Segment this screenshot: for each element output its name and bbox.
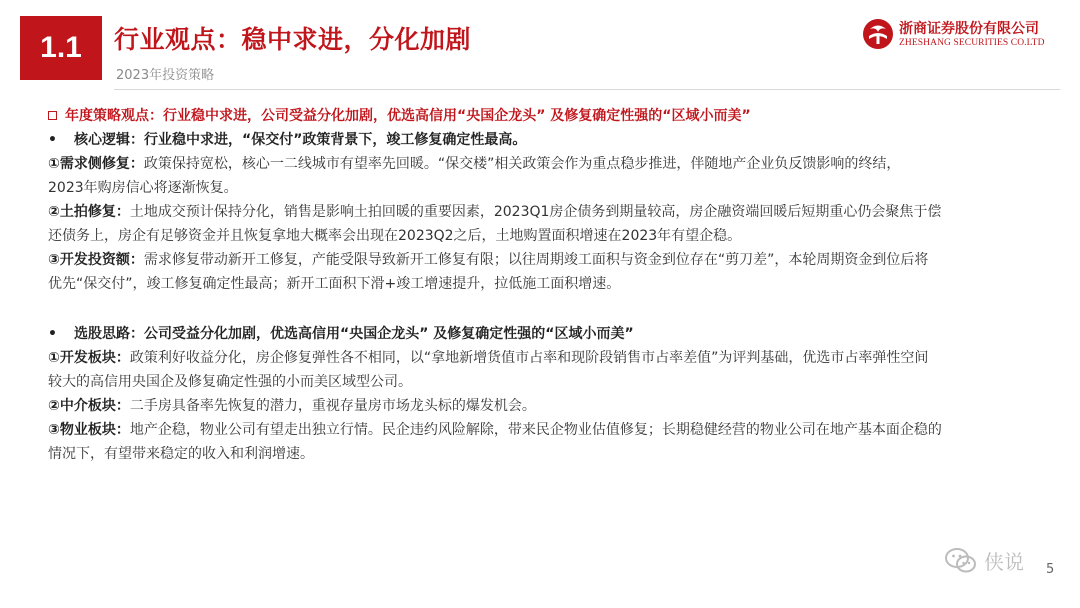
dev-investment-text-1: 需求修复带动新开工修复，产能受限导致新开工修复有限；以往周期竣工面积与资金到位存在“剪刀差”，本轮周期资金到位后将 [143,252,929,268]
agency-sector-line-1 [48,394,1062,418]
land-auction-text-2: 还债务上，房企有足够资金并且恢复拿地大概率会出现在2023Q2之后，土地购置面积增速在2023年有望企稳。 [48,228,742,244]
land-auction-label: ②土拍修复： [48,204,130,220]
wechat-watermark [944,546,1024,575]
zheshang-logo-icon [862,18,894,50]
property-sector-line-1 [48,418,1062,442]
demand-recovery-line-1 [48,152,1062,176]
developer-sector-line-1 [48,346,1062,370]
bullet-icon: • [48,132,57,148]
section1-heading: 核心逻辑：行业稳中求进，“保交付”政策背景下，竣工修复确定性最高。 [74,132,527,148]
slide-body [48,104,1062,466]
dev-investment-line-1 [48,248,1062,272]
logo-name-en: ZHESHANG SECURITIES CO.LTD [899,38,1045,48]
demand-recovery-text-2: 2023年购房信心将逐渐恢复。 [48,180,238,196]
company-logo [862,16,1062,56]
dev-investment-text-2: 优先“保交付”，竣工修复确定性最高；新开工面积下滑+竣工增速提升，拉低施工面积增速。 [48,276,621,292]
property-sector-label: ③物业板块： [48,422,130,438]
header-divider [114,89,1060,90]
page-title: 行业观点：稳中求进，分化加剧 [114,25,472,54]
section-number-badge: 1.1 [20,16,102,80]
section1-heading-line [48,128,1062,152]
headline-text: 年度策略观点：行业稳中求进，公司受益分化加剧，优选高信用“央国企龙头” 及修复确定性强的“区域小而美” [65,108,751,124]
developer-sector-text-2: 较大的高信用央国企及修复确定性强的小而美区域型公司。 [48,374,412,390]
agency-sector-label: ②中介板块： [48,398,130,414]
section2-heading: 选股思路：公司受益分化加剧，优选高信用“央国企龙头” 及修复确定性强的“区域小而美” [74,326,634,342]
watermark-text: 侠说 [984,550,1024,574]
checkbox-icon [48,111,57,120]
bullet-icon: • [48,326,57,342]
wechat-icon [944,547,978,575]
page-subtitle: 2023年投资策略 [116,68,215,83]
land-auction-text-1: 土地成交预计保持分化，销售是影响土拍回暖的重要因素，2023Q1房企债务到期量较高，房企融资端回暖后短期重心仍会聚焦于偿 [129,204,942,220]
land-auction-line-1 [48,200,1062,224]
logo-name-cn: 浙商证券股份有限公司 [899,21,1039,37]
demand-recovery-label: ①需求侧修复： [48,156,144,172]
dev-investment-label: ③开发投资额： [48,252,144,268]
agency-sector-text-1: 二手房具备率先恢复的潜力，重视存量房市场龙头标的爆发机会。 [129,398,536,414]
page-number: 5 [1046,562,1055,577]
developer-sector-text-1: 政策利好收益分化，房企修复弹性各不相同，以“拿地新增货值市占率和现阶段销售市占率差值”为评判基础，优选市占率弹性空间 [129,350,929,366]
property-sector-text-1: 地产企稳，物业公司有望走出独立行情。民企违约风险解除，带来民企物业估值修复；长期稳健经营的物业公司在地产基本面企稳的 [129,422,942,438]
demand-recovery-text-1: 政策保持宽松，核心一二线城市有望率先回暖。“保交楼”相关政策会作为重点稳步推进，伴随地产企业负反馈影响的终结， [143,156,901,172]
section-spacer [48,296,1062,322]
section2-heading-line [48,322,1062,346]
developer-sector-label: ①开发板块： [48,350,130,366]
strategy-headline [48,104,1062,128]
property-sector-text-2: 情况下，有望带来稳定的收入和利润增速。 [48,446,314,462]
